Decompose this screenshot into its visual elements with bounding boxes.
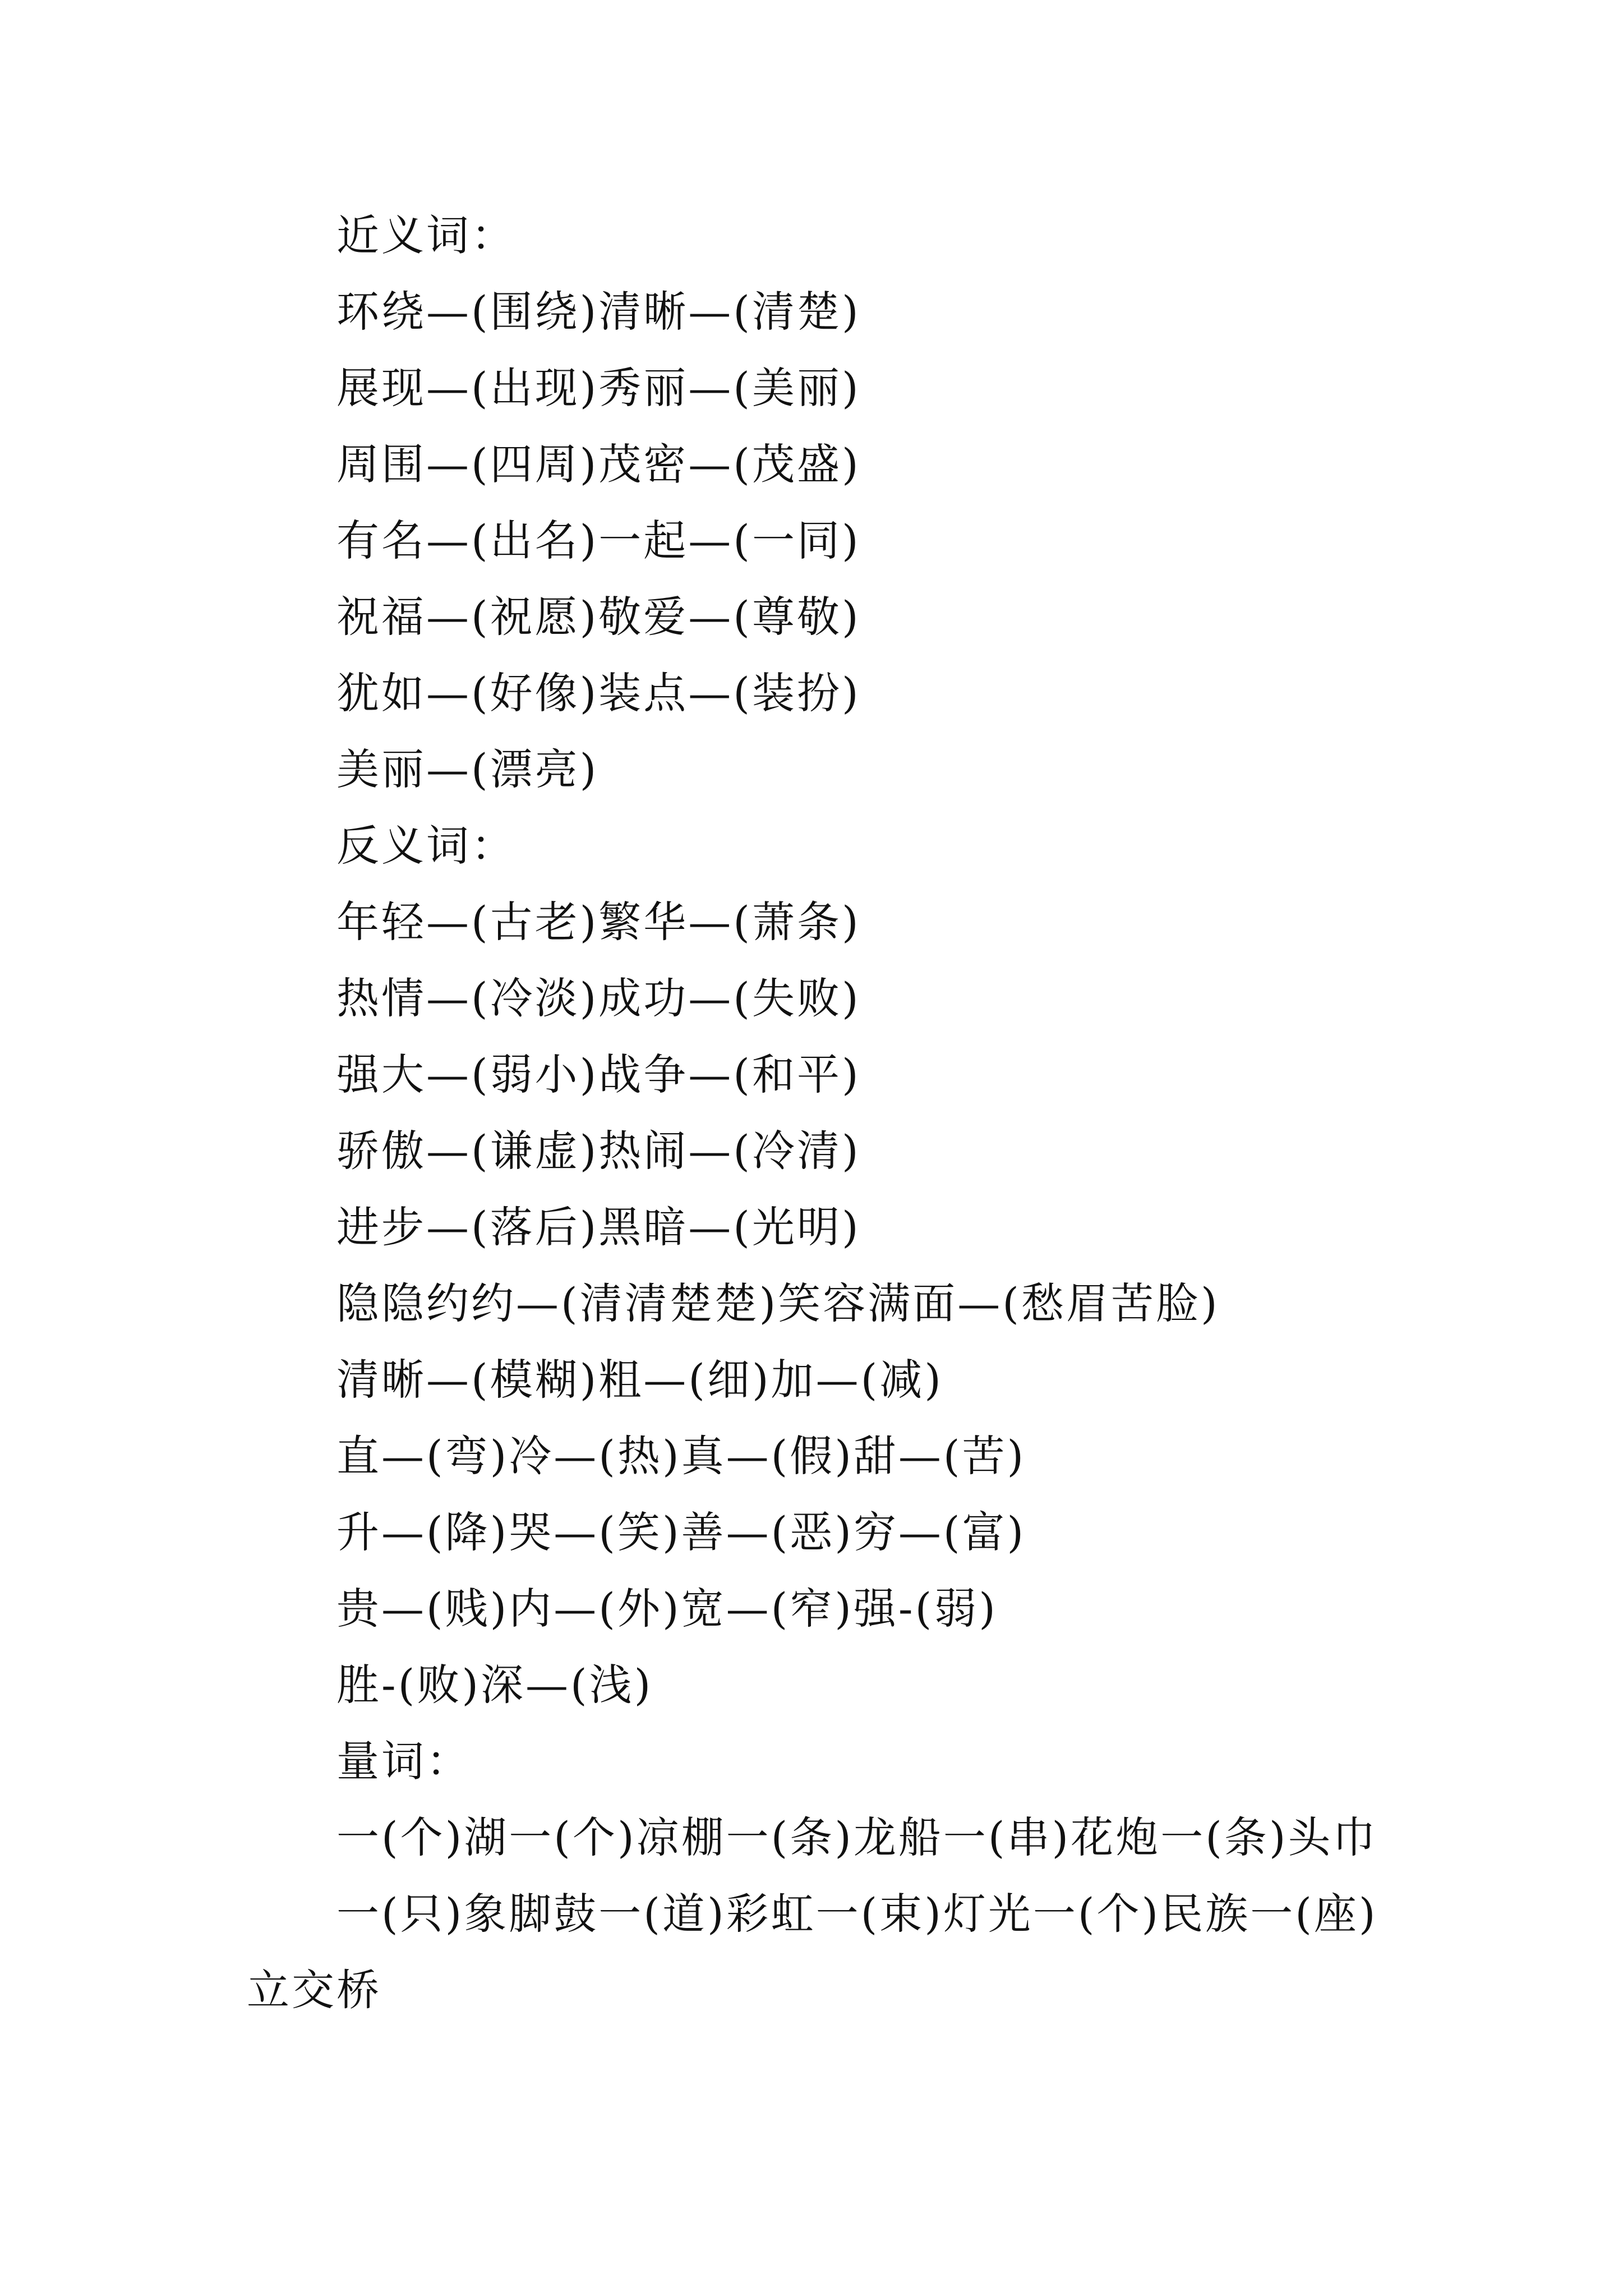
text-line: 进步—(落后)黑暗—(光明) <box>336 1202 861 1252</box>
text-line: 有名—(出名)一起—(一同) <box>336 516 861 565</box>
text-line: 犹如—(好像)装点—(装扮) <box>336 668 861 718</box>
heading-measure-words: 量词： <box>336 1736 471 1786</box>
text-line: 一(只)象脚鼓一(道)彩虹一(束)灯光一(个)民族一(座) <box>336 1889 1378 1939</box>
text-line: 展现—(出现)秀丽—(美丽) <box>336 363 861 413</box>
text-line: 美丽—(漂亮) <box>336 744 599 794</box>
text-line: 清晰—(模糊)粗—(细)加—(减) <box>336 1355 943 1405</box>
text-line: 隐隐约约—(清清楚楚)笑容满面—(愁眉苦脸) <box>336 1278 1220 1328</box>
text-line: 环绕—(围绕)清晰—(清楚) <box>336 287 861 337</box>
text-line: 周围—(四周)茂密—(茂盛) <box>336 439 861 489</box>
heading-antonyms: 反义词： <box>336 821 516 871</box>
text-line: 祝福—(祝愿)敬爱—(尊敬) <box>336 592 861 642</box>
text-line: 一(个)湖一(个)凉棚一(条)龙船一(串)花炮一(条)头巾 <box>336 1812 1378 1862</box>
text-line: 热情—(冷淡)成功—(失败) <box>336 973 861 1023</box>
text-line: 骄傲—(谦虚)热闹—(冷清) <box>336 1126 861 1176</box>
text-line: 贵—(贱)内—(外)宽—(窄)强-(弱) <box>336 1584 998 1634</box>
heading-synonyms: 近义词： <box>336 210 516 260</box>
text-line: 胜-(败)深—(浅) <box>336 1660 653 1710</box>
text-line: 强大—(弱小)战争—(和平) <box>336 1050 861 1099</box>
text-line: 升—(降)哭—(笑)善—(恶)穷—(富) <box>336 1507 1026 1557</box>
text-line: 年轻—(古老)繁华—(萧条) <box>336 897 861 947</box>
text-line: 直—(弯)冷—(热)真—(假)甜—(苦) <box>336 1431 1026 1481</box>
text-line: 立交桥 <box>247 1965 381 2015</box>
